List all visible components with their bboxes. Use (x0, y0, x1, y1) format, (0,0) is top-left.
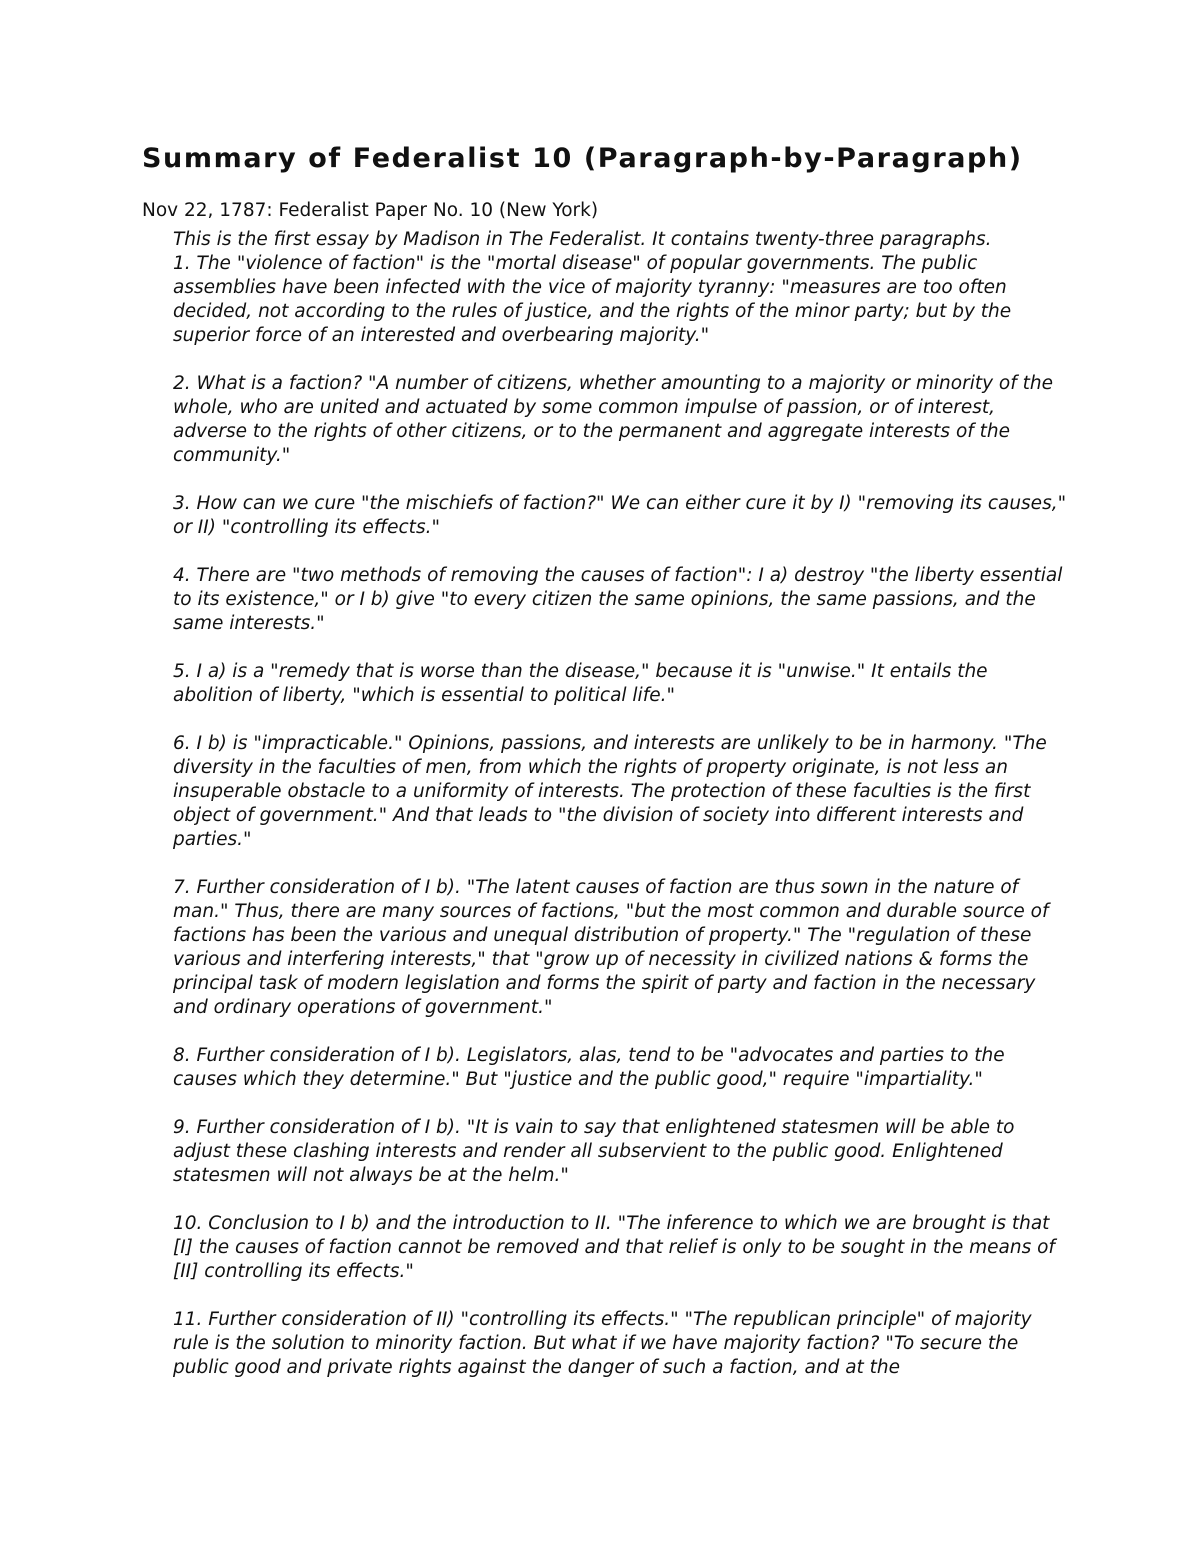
paragraph-summary-7: 7. Further consideration of I b). "The latent causes of faction are thus sown in the nature of man." Thus, there are many sources of factions, "but the most common and durable source of factions has been the various and unequal distribution of property." The "regulation of these various and interfering interests," that "grow up of necessity in civilized nations & forms the principal task of modern legislation and forms the spirit of party and faction in the necessary and ordinary operations of government." (173, 877, 1049, 1018)
paragraph-summary-10: 10. Conclusion to I b) and the introduction to II. "The inference to which we are brought is that [I] the causes of faction cannot be removed and that relief is only to be sought in the means of [II] controlling its effects." (173, 1213, 1055, 1282)
paragraph-summary-8: 8. Further consideration of I b). Legislators, alas, tend to be "advocates and parties to the causes which they determine." But "justice and the public good," require "impartiality." (173, 1045, 1005, 1090)
dateline: Nov 22, 1787: Federalist Paper No. 10 (New York) (142, 200, 599, 221)
paragraph-summary-6: 6. I b) is "impracticable." Opinions, passions, and interests are unlikely to be in harmony. "The diversity in the faculties of men, from which the rights of property originate, is not less an insuperable obstacle to a uniformity of interests. The protection of these faculties is the first object of government." And that leads to "the division of society into different interests and parties." (173, 733, 1047, 850)
summary-body (173, 228, 1068, 1404)
intro-text: This is the first essay by Madison in The Federalist. It contains twenty-three paragraphs. (173, 229, 992, 250)
paragraph-summary-9: 9. Further consideration of I b). "It is vain to say that enlightened statesmen will be able to adjust these clashing interests and render all subservient to the public good. Enlightened statesmen will not always be at the helm." (173, 1117, 1015, 1186)
paragraph-summary-3: 3. How can we cure "the mischiefs of faction?" We can either cure it by I) "removing its causes," or II) "controlling its effects." (173, 493, 1067, 538)
paragraph-summary-1: 1. The "violence of faction" is the "mortal disease" of popular governments. The public assemblies have been infected with the vice of majority tyranny: "measures are too often decided, not according to the rules of justice, and the rights of the minor party; but by the superior force of an interested and overbearing majority." (173, 253, 1012, 346)
paragraph-summary-11: 11. Further consideration of II) "controlling its effects." "The republican principle" of majority rule is the solution to minority faction. But what if we have majority faction? "To secure the public good and private rights against the danger of such a faction, and at the (173, 1309, 1032, 1378)
paragraph-summary-5: 5. I a) is a "remedy that is worse than the disease," because it is "unwise." It entails the abolition of liberty, "which is essential to political life." (173, 661, 988, 706)
paragraph-summary-4: 4. There are "two methods of removing the causes of faction": I a) destroy "the liberty essential to its existence," or I b) give "to every citizen the same opinions, the same passions, and the same interests." (173, 565, 1063, 634)
document-title: Summary of Federalist 10 (Paragraph-by-Paragraph) (142, 143, 1023, 174)
paragraph-summary-2: 2. What is a faction? "A number of citizens, whether amounting to a majority or minority of the whole, who are united and actuated by some common impulse of passion, or of interest, adverse to the rights of other citizens, or to the permanent and aggregate interests of the community." (173, 373, 1053, 466)
